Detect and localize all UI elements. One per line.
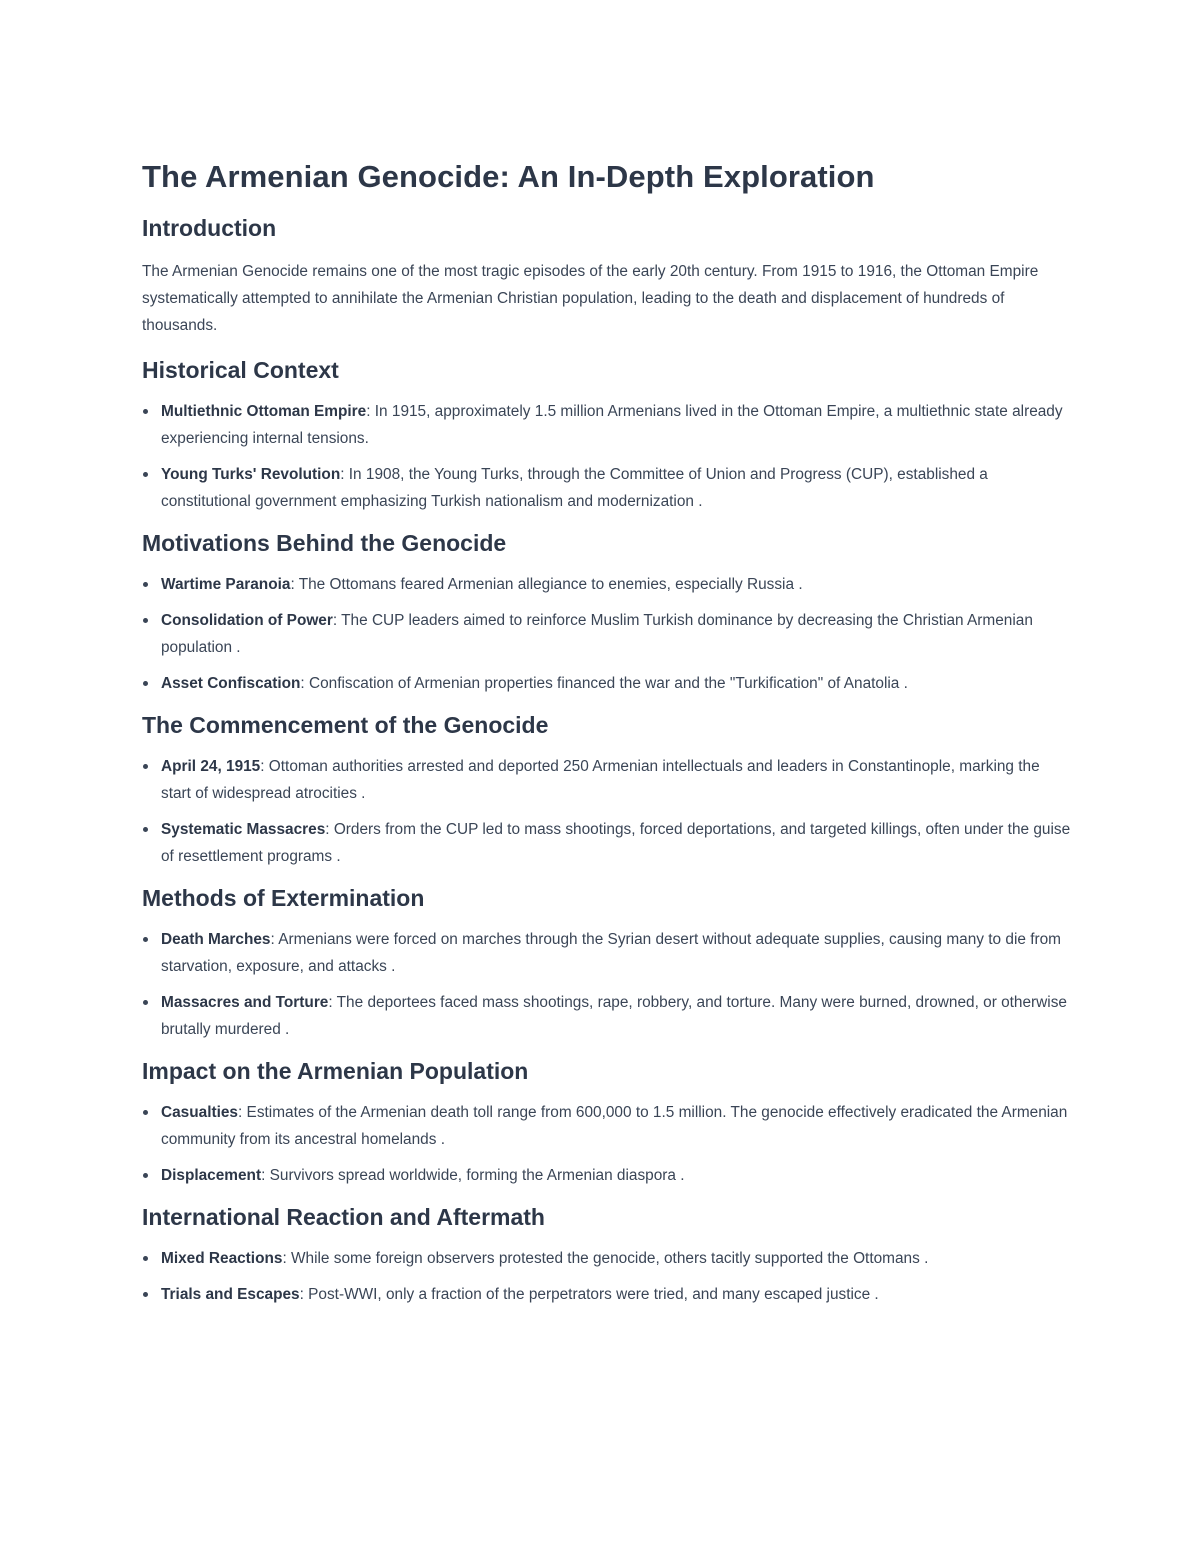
bullet-list [142,1245,1072,1308]
list-item [142,753,1072,807]
list-item [142,670,1072,697]
list-item-label: Mixed Reactions [161,1250,283,1267]
list-item-text: : Estimates of the Armenian death toll range from 600,000 to 1.5 million. The genocide effectively eradicated the Armenian community from its ancestral homelands . [161,1104,1068,1148]
list-item-label: Wartime Paranoia [161,576,291,593]
bullet-list [142,753,1072,870]
section-heading: Motivations Behind the Genocide [142,530,507,556]
list-item-label: April 24, 1915 [161,758,261,775]
bullet-icon [143,827,148,832]
document-title: The Armenian Genocide: An In-Depth Exploration [142,159,875,194]
list-item [142,926,1072,980]
list-item [142,398,1072,452]
list-item-label: Systematic Massacres [161,821,326,838]
section-heading: International Reaction and Aftermath [142,1204,545,1230]
list-item-text: : Post-WWI, only a fraction of the perpetrators were tried, and many escaped justice . [299,1286,879,1303]
list-item-label: Displacement [161,1167,262,1184]
list-item-label: Massacres and Torture [161,994,329,1011]
section-heading: Methods of Extermination [142,885,425,911]
list-item-text: : The CUP leaders aimed to reinforce Muslim Turkish dominance by decreasing the Christian Armenian population . [161,612,1033,656]
section-introduction [142,213,1072,339]
bullet-list [142,571,1072,697]
list-item-label: Young Turks' Revolution [161,466,341,483]
section-methods-of-extermination [142,883,1072,1043]
section-heading: The Commencement of the Genocide [142,712,549,738]
list-item [142,989,1072,1043]
list-item [142,1245,1072,1272]
list-item-text: : While some foreign observers protested the genocide, others tacitly supported the Ottomans . [282,1250,929,1267]
list-item-text: : The deportees faced mass shootings, rape, robbery, and torture. Many were burned, drowned, or otherwise brutally murdered . [161,994,1067,1038]
section-historical-context [142,355,1072,515]
list-item [142,607,1072,661]
section-the-commencement-of-the-genocide [142,710,1072,870]
list-item-text: : Survivors spread worldwide, forming the Armenian diaspora . [261,1167,685,1184]
intro-paragraph: The Armenian Genocide remains one of the most tragic episodes of the early 20th century. From 1915 to 1916, the Ottoman Empire systematically attempted to annihilate the Armenian Christian population, leading to the death and displacement of hundreds of thousands. [142,263,1039,334]
sections-container [142,355,1072,1308]
list-item [142,816,1072,870]
list-item [142,571,1072,598]
bullet-icon [143,618,148,623]
list-item-label: Trials and Escapes [161,1286,300,1303]
list-item [142,461,1072,515]
section-motivations-behind-the-genocide [142,528,1072,697]
bullet-icon [143,472,148,477]
list-item-label: Multiethnic Ottoman Empire [161,403,367,420]
bullet-icon [143,409,148,414]
list-item [142,1099,1072,1153]
bullet-icon [143,1110,148,1115]
list-item-text: : In 1908, the Young Turks, through the Committee of Union and Progress (CUP), established a constitutional government emphasizing Turkish nationalism and modernization . [161,466,988,510]
bullet-icon [143,1292,148,1297]
bullet-icon [143,1173,148,1178]
bullet-icon [143,764,148,769]
section-heading: Historical Context [142,357,339,383]
list-item-label: Casualties [161,1104,238,1121]
section-international-reaction-and-aftermath [142,1202,1072,1308]
bullet-list [142,1099,1072,1189]
list-item-text: : Ottoman authorities arrested and deported 250 Armenian intellectuals and leaders in Constantinople, marking the start of widespread atrocities . [161,758,1040,802]
bullet-list [142,398,1072,515]
list-item [142,1281,1072,1308]
list-item-label: Death Marches [161,931,271,948]
list-item-text: : Orders from the CUP led to mass shootings, forced deportations, and targeted killings, often under the guise of resettlement programs . [161,821,1071,865]
bullet-icon [143,1256,148,1261]
bullet-list [142,926,1072,1043]
section-heading: Introduction [142,215,277,241]
bullet-icon [143,582,148,587]
bullet-icon [143,937,148,942]
bullet-icon [143,681,148,686]
section-heading: Impact on the Armenian Population [142,1058,529,1084]
document [142,156,1072,1321]
list-item-label: Asset Confiscation [161,675,301,692]
section-impact-on-the-armenian-population [142,1056,1072,1189]
list-item-text: : Confiscation of Armenian properties financed the war and the "Turkification" of Anatolia . [300,675,908,692]
list-item [142,1162,1072,1189]
list-item-label: Consolidation of Power [161,612,333,629]
list-item-text: : Armenians were forced on marches through the Syrian desert without adequate supplies, causing many to die from starvation, exposure, and attacks . [161,931,1061,975]
list-item-text: : In 1915, approximately 1.5 million Armenians lived in the Ottoman Empire, a multiethnic state already experiencing internal tensions. [161,403,1063,447]
bullet-icon [143,1000,148,1005]
list-item-text: : The Ottomans feared Armenian allegiance to enemies, especially Russia . [290,576,803,593]
